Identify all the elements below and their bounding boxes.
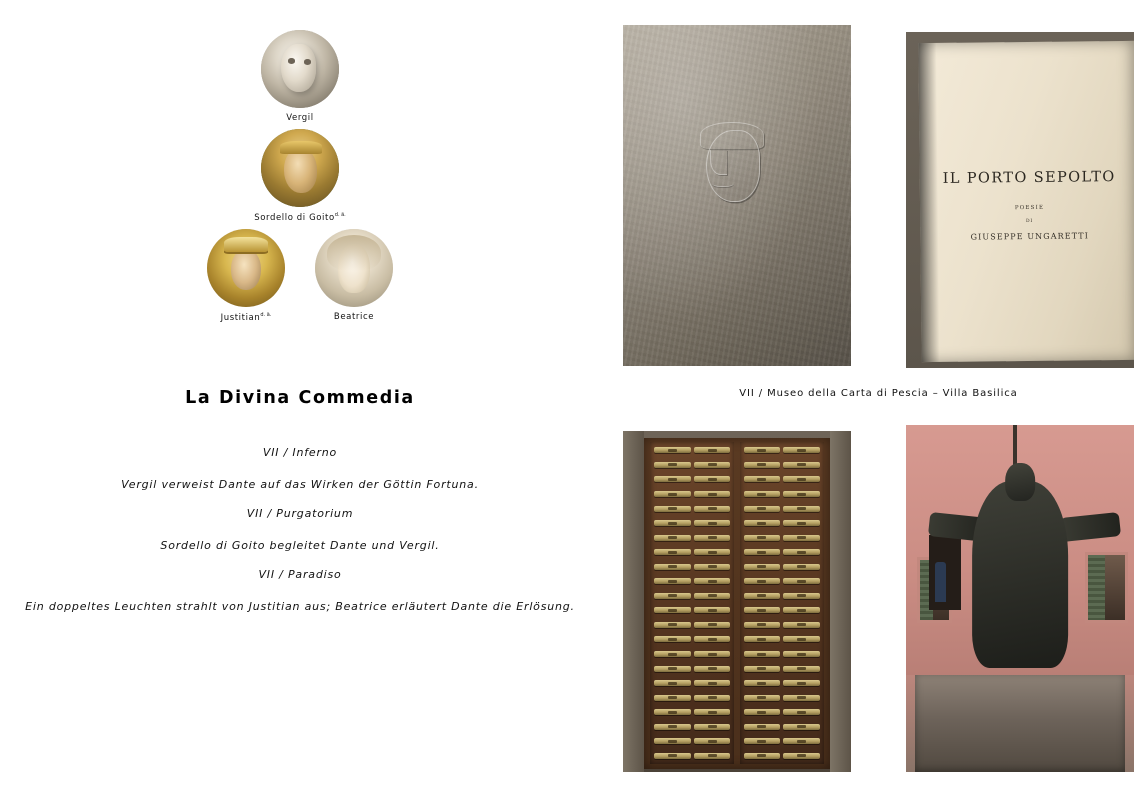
letter-slot	[744, 636, 781, 642]
page-title: La Divina Commedia	[185, 388, 415, 408]
statue-head	[1005, 463, 1035, 501]
letter-slot	[783, 607, 820, 613]
portrait-row-1	[257, 30, 343, 129]
letter-slot	[654, 520, 691, 526]
letter-slot-row	[744, 520, 820, 526]
letter-slot	[694, 680, 731, 686]
letter-slot	[744, 476, 781, 482]
letter-slot	[744, 520, 781, 526]
portrait-row-2	[254, 129, 346, 229]
letter-slot-row	[744, 506, 820, 512]
letter-slot	[694, 549, 731, 555]
letter-slot-row	[654, 753, 730, 759]
letter-slot	[654, 535, 691, 541]
portrait-beatrice	[311, 229, 397, 323]
photo-book-title-page	[906, 32, 1134, 368]
letter-slot	[694, 491, 731, 497]
portrait-justitian	[203, 229, 289, 323]
portrait-stack	[0, 30, 600, 329]
incised-profile-icon	[690, 120, 774, 216]
letter-slot	[694, 651, 731, 657]
letter-slot	[783, 447, 820, 453]
letter-slot-row	[654, 447, 730, 453]
letter-slot	[783, 506, 820, 512]
letter-slot	[783, 680, 820, 686]
letter-slot	[783, 666, 820, 672]
portrait-sup-sordello: d. ä.	[334, 212, 346, 218]
letter-slot	[783, 709, 820, 715]
letter-slot	[654, 462, 691, 468]
letter-slot	[744, 680, 781, 686]
letter-slot	[654, 680, 691, 686]
letter-slot	[783, 535, 820, 541]
letter-slot-row	[744, 709, 820, 715]
letter-slot	[783, 636, 820, 642]
letter-slot-row	[654, 506, 730, 512]
letter-slot	[654, 447, 691, 453]
letter-slot-row	[744, 462, 820, 468]
letter-slot	[694, 709, 731, 715]
letter-slot	[744, 506, 781, 512]
letter-slot	[654, 651, 691, 657]
letter-slot	[654, 695, 691, 701]
letter-slot	[744, 724, 781, 730]
letter-slot-row	[654, 636, 730, 642]
cabinet-scene	[623, 431, 851, 772]
letter-slot	[744, 666, 781, 672]
letter-slot	[694, 724, 731, 730]
letter-slot	[783, 724, 820, 730]
letter-slot-row	[654, 549, 730, 555]
book-gutter	[918, 43, 939, 362]
letter-slot	[694, 753, 731, 759]
statue-base	[915, 675, 1125, 772]
book-connector-text: DI	[1025, 219, 1034, 225]
letter-slot-row	[744, 607, 820, 613]
letter-slot-row	[744, 666, 820, 672]
portrait-sordello	[254, 129, 346, 223]
letter-slot	[654, 491, 691, 497]
letter-slot	[744, 491, 781, 497]
letter-slot	[694, 607, 731, 613]
letter-slot-row	[744, 695, 820, 701]
letter-slot	[654, 636, 691, 642]
letter-slot-row	[744, 724, 820, 730]
cabinet-wall-left	[623, 431, 644, 772]
portrait-sup-justitian: d. ä.	[260, 311, 272, 318]
letter-slot-row	[654, 666, 730, 672]
letter-slot	[744, 447, 781, 453]
letter-slot-row	[744, 680, 820, 686]
portrait-image-justitian	[207, 229, 285, 307]
book-title-text: IL PORTO SEPOLTO	[942, 168, 1116, 187]
letter-slot	[654, 709, 691, 715]
letter-slot-row	[744, 753, 820, 759]
letter-slot	[744, 709, 781, 715]
verse-line-paradiso: Ein doppeltes Leuchten strahlt von Justitian aus; Beatrice erläutert Dante die Erlösung.	[25, 600, 575, 613]
letter-slot-row	[654, 607, 730, 613]
letter-slot-row	[654, 622, 730, 628]
letter-slot	[654, 753, 691, 759]
letter-slot	[783, 564, 820, 570]
verse-block-paradiso	[0, 568, 600, 613]
letter-slot	[694, 738, 731, 744]
letter-slot-row	[654, 738, 730, 744]
cabinet-frame	[644, 438, 831, 769]
letter-slot-row	[654, 724, 730, 730]
letter-slot	[654, 666, 691, 672]
letter-slot	[744, 622, 781, 628]
letter-slot	[783, 491, 820, 497]
letter-slot-row	[744, 738, 820, 744]
letter-slot	[694, 535, 731, 541]
letter-slot-row	[744, 476, 820, 482]
letter-slot	[694, 578, 731, 584]
portrait-image-vergil	[261, 30, 339, 108]
portrait-image-sordello	[261, 129, 339, 207]
letter-slot-row	[744, 564, 820, 570]
letter-slot	[783, 738, 820, 744]
letter-slot	[783, 622, 820, 628]
letter-slot-row	[654, 535, 730, 541]
gallery-caption: VII / Museo della Carta di Pescia – Villa Basilica	[739, 388, 1018, 399]
letter-slot	[654, 506, 691, 512]
letter-slot-row	[654, 578, 730, 584]
letter-slot	[654, 549, 691, 555]
letter-slot	[694, 476, 731, 482]
photo-bronze-statue	[906, 425, 1134, 772]
portrait-label-justitian: Justitian	[220, 312, 261, 323]
person-figure	[935, 562, 946, 602]
letter-slot	[783, 753, 820, 759]
letter-slot-row	[654, 564, 730, 570]
letter-slot	[744, 535, 781, 541]
letter-slot	[783, 462, 820, 468]
verse-line-purgatorium: Sordello di Goito begleitet Dante und Vergil.	[160, 539, 440, 552]
letter-slot	[694, 506, 731, 512]
cabinet-door-right	[740, 442, 824, 764]
letter-slot-row	[654, 680, 730, 686]
letter-slot-row	[744, 447, 820, 453]
statue-body	[972, 481, 1068, 668]
letter-slot	[694, 462, 731, 468]
letter-slot	[783, 520, 820, 526]
letter-slot	[694, 622, 731, 628]
letter-slot-row	[744, 578, 820, 584]
letter-slot-row	[654, 462, 730, 468]
portrait-vergil	[257, 30, 343, 123]
portrait-row-3	[203, 229, 397, 329]
letter-slot	[694, 593, 731, 599]
letter-slot-row	[744, 651, 820, 657]
book-leaf	[918, 41, 1134, 362]
letter-slot	[654, 738, 691, 744]
letter-slot	[783, 593, 820, 599]
letter-slot	[694, 636, 731, 642]
portrait-label-sordello: Sordello di Goito	[254, 212, 335, 223]
letter-slot	[783, 476, 820, 482]
portrait-caption-justitian	[221, 312, 272, 323]
letter-slot	[744, 607, 781, 613]
letter-slot	[744, 753, 781, 759]
letter-slot-row	[654, 593, 730, 599]
letter-slot	[744, 564, 781, 570]
letter-slot-row	[654, 651, 730, 657]
building-window-right	[1088, 555, 1124, 620]
portrait-caption-beatrice	[334, 312, 374, 322]
letter-slot	[783, 651, 820, 657]
portrait-label-beatrice: Beatrice	[333, 311, 375, 322]
letter-slot	[654, 593, 691, 599]
letter-slot-row	[744, 535, 820, 541]
letter-slot-row	[654, 491, 730, 497]
verse-line-inferno: Vergil verweist Dante auf das Wirken der Göttin Fortuna.	[121, 478, 479, 491]
letter-slot-row	[744, 549, 820, 555]
letter-slot-row	[744, 636, 820, 642]
letter-slot	[694, 520, 731, 526]
verse-list	[0, 446, 600, 629]
letter-slot	[654, 607, 691, 613]
letter-slot	[654, 564, 691, 570]
letter-slot	[744, 462, 781, 468]
letter-slot	[694, 666, 731, 672]
portrait-label-vergil: Vergil	[286, 113, 314, 123]
book-subtitle-text: POESIE	[1014, 204, 1044, 212]
book-author-text: GIUSEPPE UNGARETTI	[970, 231, 1089, 242]
statue-scene	[906, 425, 1134, 772]
wall-surface	[623, 25, 851, 366]
letter-slot	[654, 578, 691, 584]
letter-slot	[744, 593, 781, 599]
letter-slot	[744, 651, 781, 657]
cantica-label-inferno: VII / Inferno	[262, 446, 338, 459]
photo-wall-incision	[623, 25, 851, 366]
cabinet-door-left	[650, 442, 734, 764]
letter-slot	[694, 695, 731, 701]
letter-slot	[744, 738, 781, 744]
letter-slot-row	[744, 622, 820, 628]
letter-slot-row	[654, 476, 730, 482]
cantica-label-paradiso: VII / Paradiso	[258, 568, 342, 581]
portrait-caption-vergil	[286, 113, 313, 123]
verse-block-inferno	[0, 446, 600, 491]
cabinet-wall-right	[830, 431, 851, 772]
portrait-caption-sordello	[254, 212, 346, 223]
letter-slot	[654, 622, 691, 628]
portrait-image-beatrice	[315, 229, 393, 307]
letter-slot	[654, 724, 691, 730]
book-page	[906, 32, 1134, 368]
letter-slot	[654, 476, 691, 482]
letter-slot-row	[744, 593, 820, 599]
letter-slot	[694, 564, 731, 570]
letter-slot	[744, 549, 781, 555]
cantica-label-purgatorium: VII / Purgatorium	[246, 507, 354, 520]
letter-slot	[783, 549, 820, 555]
letter-slot	[744, 578, 781, 584]
letter-slot-row	[654, 520, 730, 526]
letter-slot	[744, 695, 781, 701]
letter-slot	[783, 578, 820, 584]
letter-slot-row	[654, 709, 730, 715]
letter-slot	[783, 695, 820, 701]
letter-slot-row	[744, 491, 820, 497]
verse-block-purgatorium	[0, 507, 600, 552]
photo-letter-slot-cabinet	[623, 431, 851, 772]
letter-slot	[694, 447, 731, 453]
letter-slot-row	[654, 695, 730, 701]
